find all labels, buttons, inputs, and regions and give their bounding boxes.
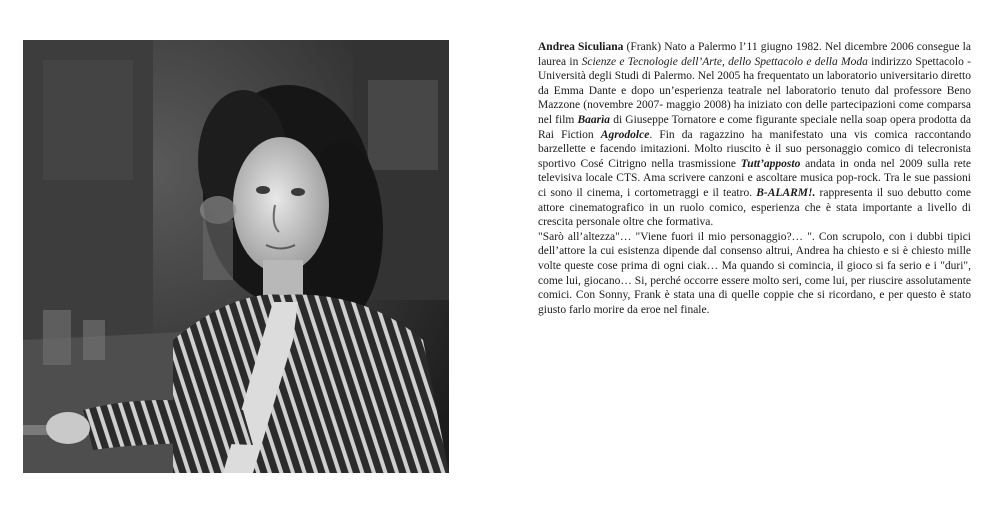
quote-paragraph: "Sarò all’altezza"… "Viene fuori il mio personaggio?… ". Con scrupolo, con i dubbi tipici dell’attore la cui esistenza dipende dal consenso altrui, Andrea ha chiesto e si è chiesto mille volte queste cose prima di ogni ciak… Ma quando si comincia, il gioco si fa serio e i "duri", come lui, giocano… Si, perché occorre essere molto seri, come lui, per riuscire assolutamente comici. Con Sonny, Frank è stata una di quelle coppie che si ricordano, e per questo è stato giusto farlo morire da eroe nel finale. (538, 230, 971, 316)
bio-paragraph: Andrea Siculiana (Frank) Nato a Palermo l’11 giugno 1982. Nel dicembre 2006 consegue la laurea in Scienze e Tecnologie dell’Arte, dello Spettacolo e della Moda indirizzo Spettacolo - Università degli Studi di Palermo. Nel 2005 ha frequentato un laboratorio universitario diretto da Emma Dante e dopo un’esperienza teatrale nel laboratorio tenuto dal professore Beno Mazzone (novembre 2007- maggio 2008) ha iniziato con delle partecipazioni come comparsa nel film Baarìa di Giuseppe Tornatore e come figurante speciale nella soap opera prodotta da Rai Fiction Agrodolce. Fin da ragazzino ha manifestato una vis comica raccontando barzellette e facendo imitazioni. Molto riuscito è il suo personaggio comico di telecronista sportivo Cosé Citrigno nella trasmissione Tutt’apposto andata in onda nel 2009 sulla rete televisiva locale CTS. Ama scrivere canzoni e ascoltare musica pop-rock. Tra le sue passioni ci sono il cinema, i cortometraggi e il teatro. B-ALARM!. rappresenta il suo debutto come attore cinematografico in un ruolo comico, esperienza che è stata importante a livello di crescita personale oltre che formativa. (538, 41, 972, 229)
soap-title-agrodolce: Agrodolce (600, 128, 650, 141)
film-title-baaria: Baarìa (577, 113, 611, 126)
movie-title-balarm: B-ALARM!. (756, 186, 816, 199)
degree-name: Scienze e Tecnologie dell’Arte, dello Spettacolo e della Moda (581, 55, 868, 68)
biography-text (538, 40, 971, 317)
show-title: Tutt’apposto (740, 157, 801, 170)
actor-name: Andrea Siculiana (538, 41, 624, 53)
actor-portrait-photo (23, 40, 449, 473)
